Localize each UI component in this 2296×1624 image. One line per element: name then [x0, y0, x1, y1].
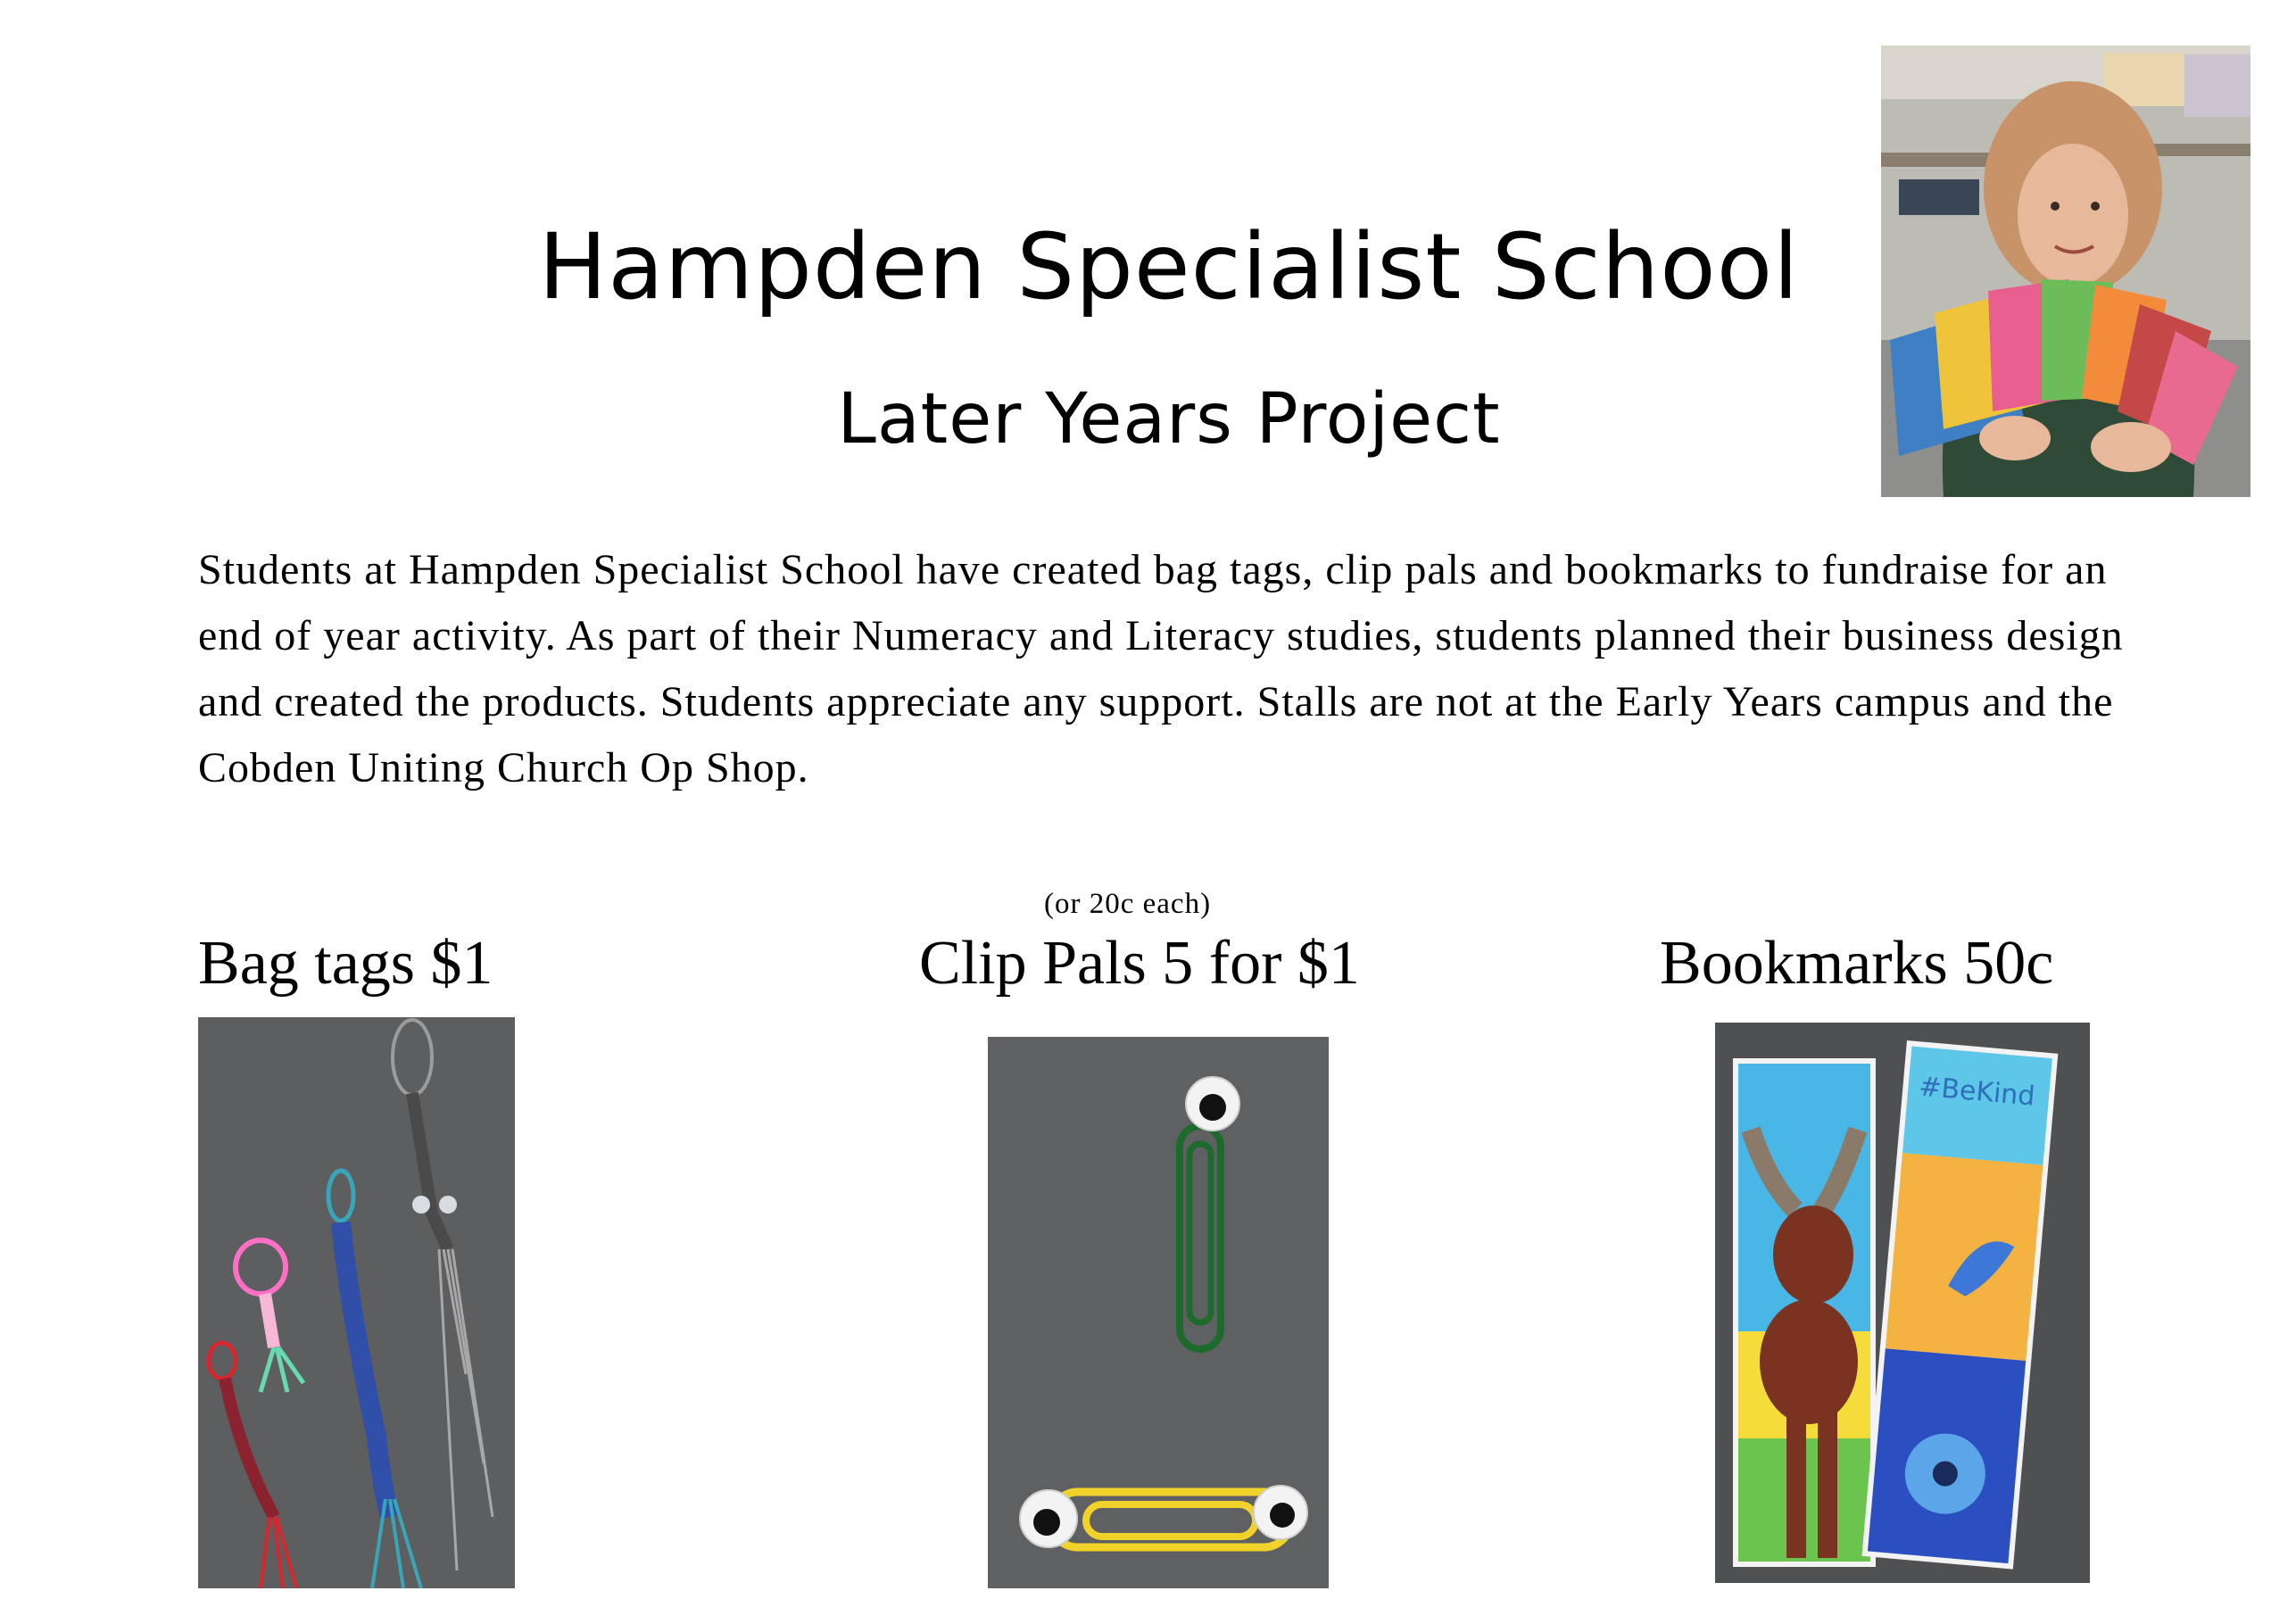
- page-subtitle: Later Years Project: [837, 379, 1501, 460]
- clip-pals-photo: [988, 1037, 1329, 1588]
- clip-pals-price-note: (or 20c each): [1044, 888, 1212, 920]
- clip-pals-price-label: Clip Pals 5 for $1: [919, 929, 1360, 998]
- bag-tags-photo: [198, 1017, 515, 1588]
- bookmark-handwriting: #BeKind: [1918, 1071, 2036, 1113]
- page-title: Hampden Specialist School: [538, 214, 1800, 320]
- student-with-bookmarks-photo: [1881, 46, 2250, 497]
- bookmarks-photo: [1715, 1023, 2090, 1583]
- intro-paragraph: Students at Hampden Specialist School have created bag tags, clip pals and bookmarks to fundraise for an end of year activity. As part of their Numeracy and Literacy studies, students planned their business design and created the products. Students appreciate any support. Stalls are not at the Early Years campus and the Cobden Uniting Church Op Shop.: [198, 546, 2124, 791]
- bookmarks-price-label: Bookmarks 50c: [1660, 929, 2054, 998]
- bag-tags-price-label: Bag tags $1: [198, 929, 493, 998]
